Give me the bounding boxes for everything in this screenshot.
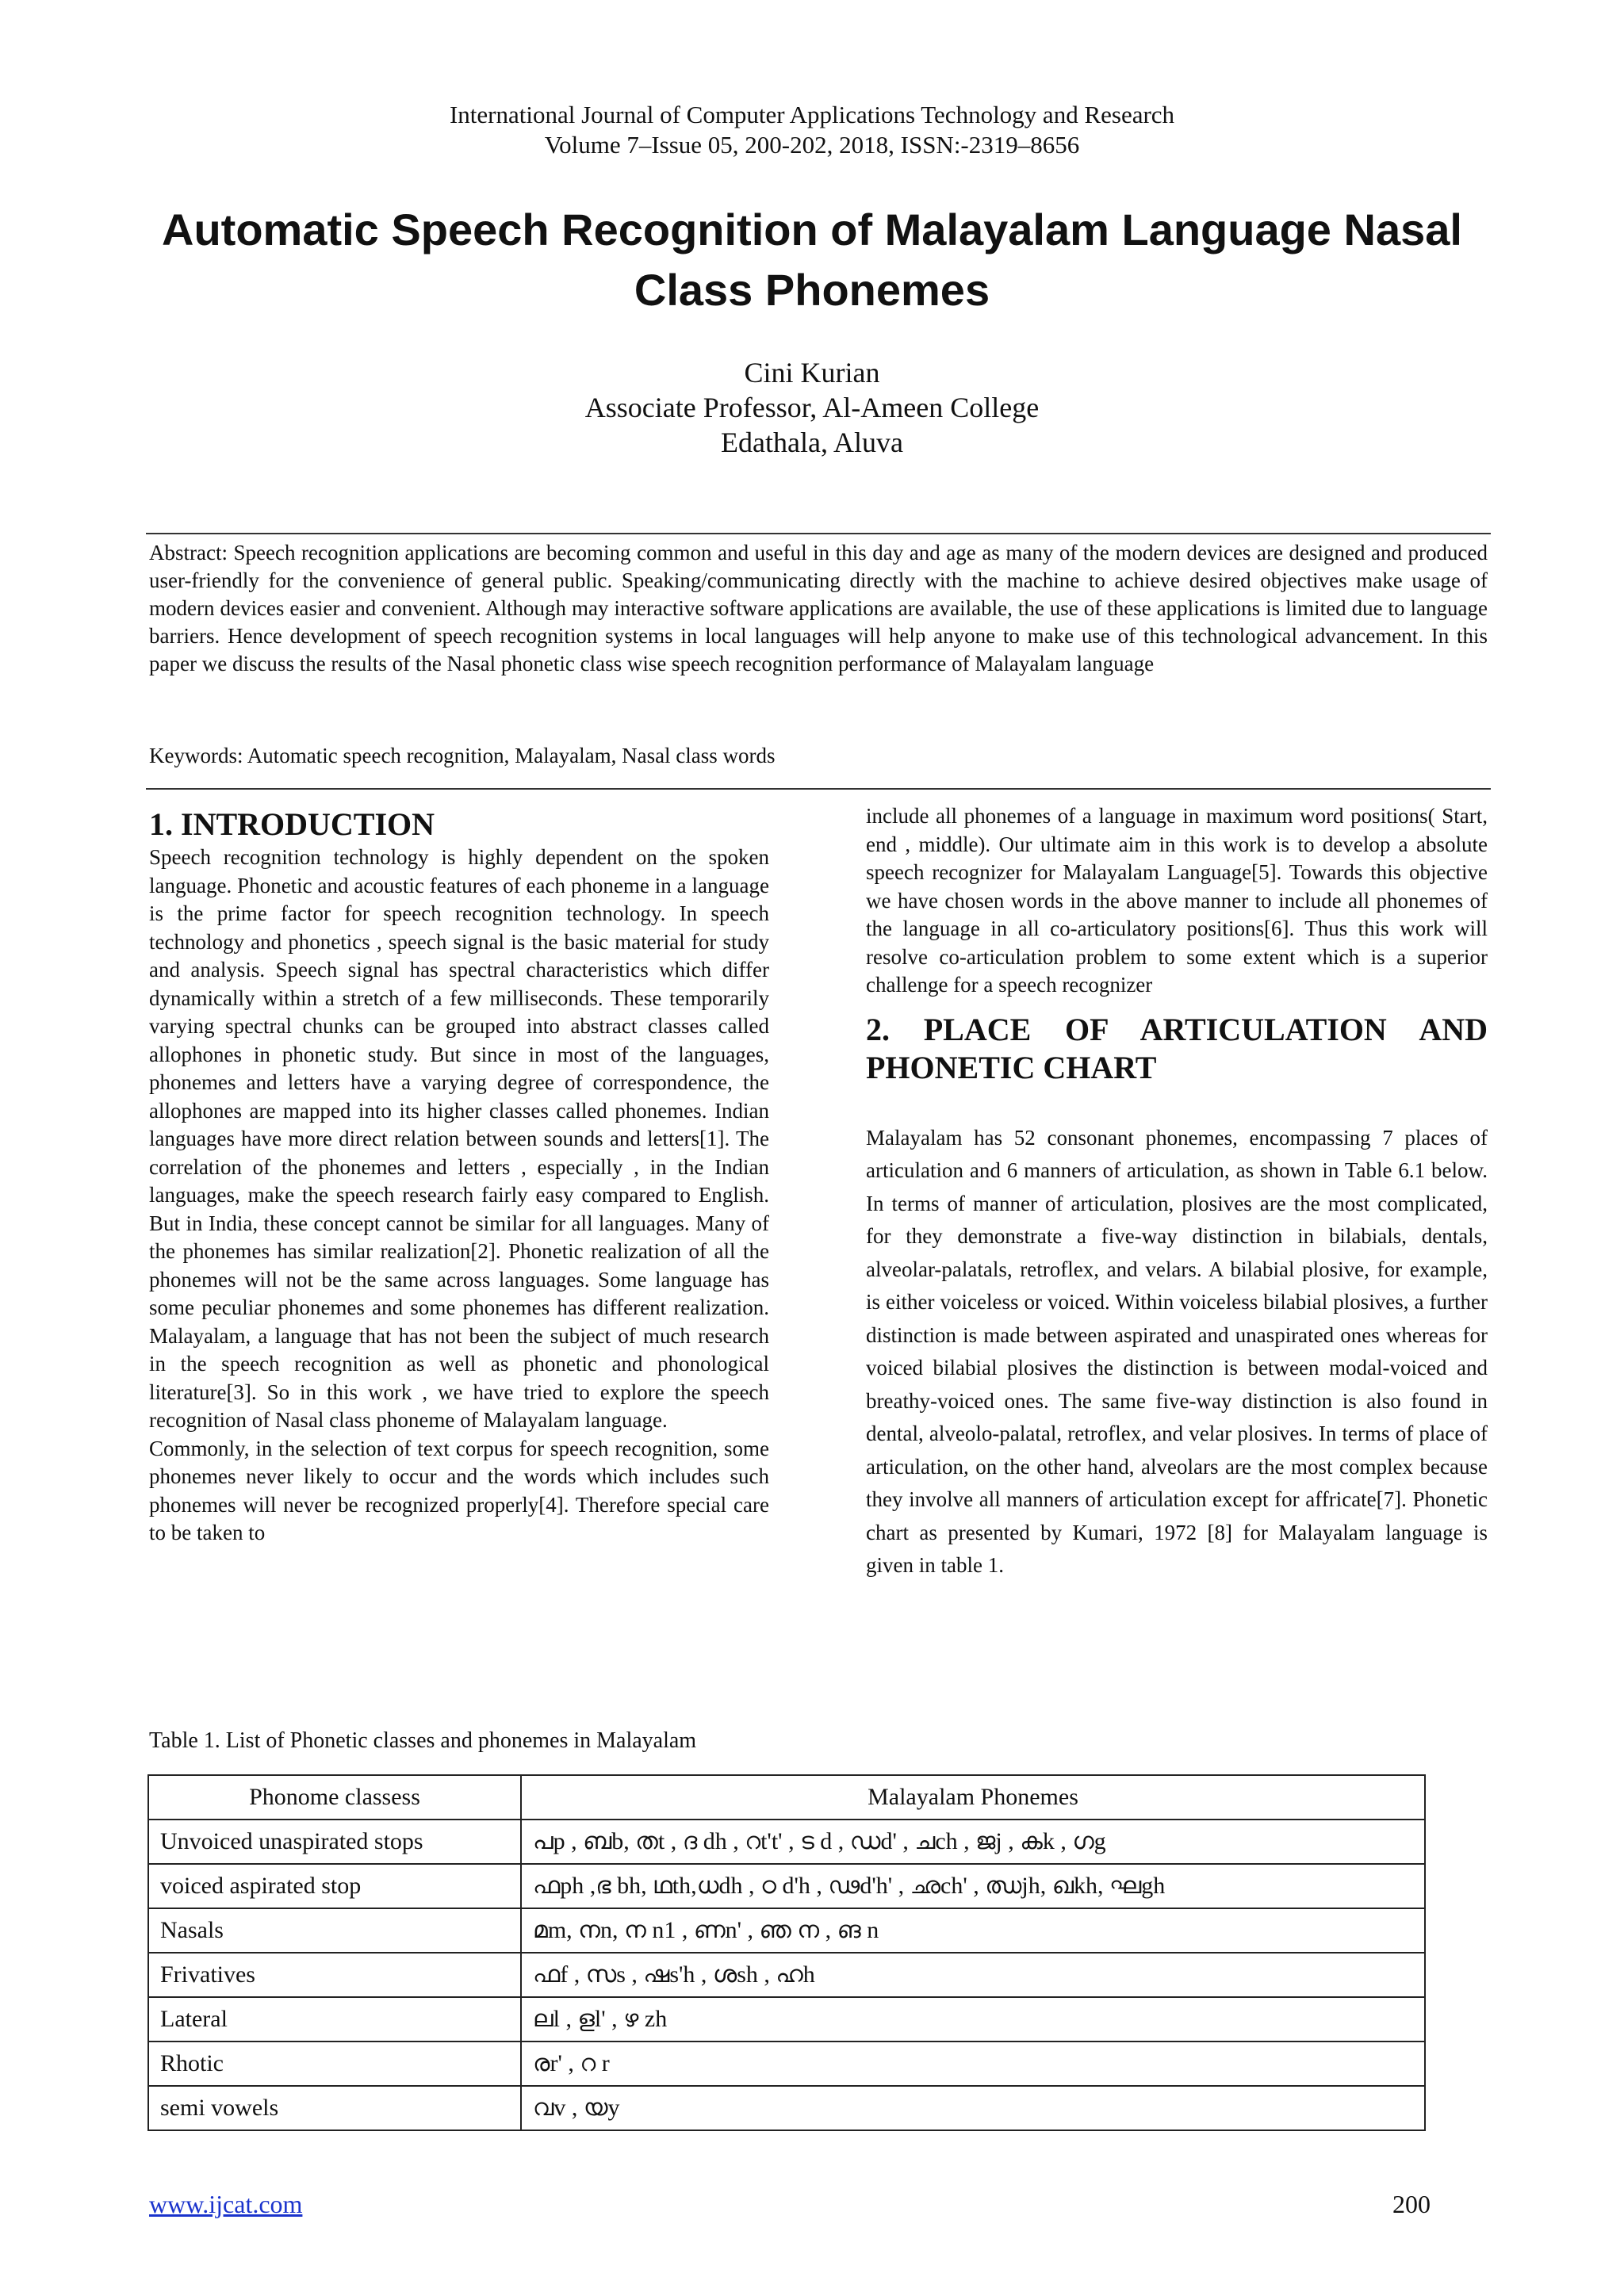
table-row	[148, 1953, 1425, 1997]
table-header-class: Phonome classess	[148, 1775, 521, 1820]
table-row	[148, 2042, 1425, 2086]
phoneme-class-cell: Nasals	[148, 1908, 521, 1953]
right-paragraph-1: include all phonemes of a language in maximum word positions( Start, end , middle). Our ultimate aim in this work is to develop a absolute speech recognizer for Malayalam Language[5]. Towards this objective we have chosen words in the above manner to include all phonemes of the language in all co-articulatory positions[6]. Thus this work will resolve co-articulation problem to some extent which is a superior challenge for a speech recognizer	[866, 804, 1488, 997]
section-heading-introduction: 1. INTRODUCTION	[149, 806, 435, 842]
paper-title: Automatic Speech Recognition of Malayalam Language Nasal Class Phonemes	[162, 205, 1462, 315]
phonemes-cell: വv , യy	[521, 2086, 1425, 2130]
author-location: Edathala, Aluva	[721, 427, 903, 458]
journal-name: International Journal of Computer Applications Technology and Research	[449, 101, 1175, 128]
table-caption: Table 1. List of Phonetic classes and phonemes in Malayalam	[149, 1728, 697, 1753]
phoneme-class-cell: semi vowels	[148, 2086, 521, 2130]
intro-paragraph-2: Commonly, in the selection of text corpus for speech recognition, some phonemes never likely to occur and the words which includes such phonemes will never be recognized properly[4]. Therefore special care to be taken to	[149, 1436, 769, 1544]
author-name: Cini Kurian	[744, 357, 880, 388]
articulation-paragraph: Malayalam has 52 consonant phonemes, encompassing 7 places of articulation and 6 manners of articulation, as shown in Table 6.1 below. In terms of manner of articulation, plosives are the most complicated, for they demonstrate a five-way distinction in bilabials, dentals, alveolar-palatals, retroflex, and velars. A bilabial plosive, for example, is either voiceless or voiced. Within voiceless bilabial plosives, a further distinction is made between aspirated and unaspirated ones whereas for voiced bilabial plosives the distinction is between modal-voiced and breathy-voiced ones. The same five-way distinction is also found in dental, alveolo-palatal, retroflex, and velar plosives. In terms of place of articulation, on the other hand, alveolars are the most complex because they involve all manners of articulation except for affricate[7]. Phonetic chart as presented by Kumari, 1972 [8] for Malayalam language is given in table 1.	[866, 1125, 1488, 1577]
phoneme-class-cell: Unvoiced unaspirated stops	[148, 1820, 521, 1864]
table-row	[148, 1908, 1425, 1953]
phoneme-class-cell: voiced aspirated stop	[148, 1864, 521, 1908]
table-header-phonemes: Malayalam Phonemes	[521, 1775, 1425, 1820]
right-column	[866, 802, 1488, 1582]
phoneme-table	[147, 1774, 1426, 2131]
page-number: 200	[1392, 2190, 1431, 2218]
phoneme-class-cell: Rhotic	[148, 2042, 521, 2086]
phoneme-class-cell: Lateral	[148, 1997, 521, 2042]
intro-paragraph-1: Speech recognition technology is highly dependent on the spoken language. Phonetic and acoustic features of each phoneme in a language is the prime factor for speech recognition technology. In speech technology and phonetics , speech signal is the basic material for study and analysis. Speech signal has spectral characteristics which differ dynamically within a stretch of a few milliseconds. These temporarily varying spectral chunks can be grouped into abstract classes called allophones in phonetic study. But since in most of the languages, phonemes and letters have a varying degree of correspondence, the allophones are mapped into its higher classes called phonemes. Indian languages have more direct relation between sounds and letters[1]. The correlation of the phonemes and letters , especially , in the Indian languages, make the speech research fairly easy compared to English. But in India, these concept cannot be similar for all languages. Many of the phonemes has similar realization[2]. Phonetic realization of all the phonemes will not be the same across languages. Some language has some peculiar phonemes and some phonemes has different realization. Malayalam, a language that has not been the subject of much research in the speech recognition as well as phonetic and phonological literature[3]. So in this work , we have tried to explore the speech recognition of Nasal class phoneme of Malayalam language.	[149, 845, 769, 1432]
table-row	[148, 1997, 1425, 2042]
phoneme-class-cell: Frivatives	[148, 1953, 521, 1997]
section-heading-articulation: 2. PLACE OF ARTICULATION AND PHONETIC CHART	[866, 1011, 1488, 1085]
table-header-row	[148, 1775, 1425, 1820]
journal-volume: Volume 7–Issue 05, 200-202, 2018, ISSN:-2319–8656	[544, 131, 1080, 159]
phonemes-cell: ഫph ,ഭ bh, ഥth,ധdh , ഠ d'h , ഢd'h' , ഛch' , ഝjh, ഖkh, ഘgh	[521, 1864, 1425, 1908]
table-row	[148, 2086, 1425, 2130]
abstract: Abstract: Speech recognition applications are becoming common and useful in this day and age as many of the modern devices are designed and produced user-friendly for the convenience of general public. Speaking/communicating directly with the machine to achieve desired objectives make usage of modern devices easier and convenient. Although may interactive software applications are available, the use of these applications is limited due to language barriers. Hence development of speech recognition systems in local languages will help anyone to make use of this technological advancement. In this paper we discuss the results of the Nasal phonetic class wise speech recognition performance of Malayalam language	[149, 541, 1488, 675]
phonemes-cell: പp , ബb, തt , ദ dh , റt't' , ട d , ഡd' , ചch , ജj , കk , ഗg	[521, 1820, 1425, 1864]
phonemes-cell: ലl , ളl' , ഴ zh	[521, 1997, 1425, 2042]
phonemes-cell: മm, നn, ന n1 , ണn' , ഞ ന , ങ n	[521, 1908, 1425, 1953]
phonemes-cell: രr' , റ r	[521, 2042, 1425, 2086]
abstract-bottom-rule	[146, 788, 1491, 790]
left-column	[149, 806, 769, 1548]
abstract-top-rule	[146, 533, 1491, 534]
table-row	[148, 1864, 1425, 1908]
keywords: Keywords: Automatic speech recognition, Malayalam, Nasal class words	[149, 744, 776, 767]
author-affiliation: Associate Professor, Al-Ameen College	[584, 392, 1040, 423]
phonemes-cell: ഫf , സs , ഷs'h , ശsh , ഹh	[521, 1953, 1425, 1997]
table-row	[148, 1820, 1425, 1864]
journal-website-link[interactable]: www.ijcat.com	[149, 2190, 303, 2218]
